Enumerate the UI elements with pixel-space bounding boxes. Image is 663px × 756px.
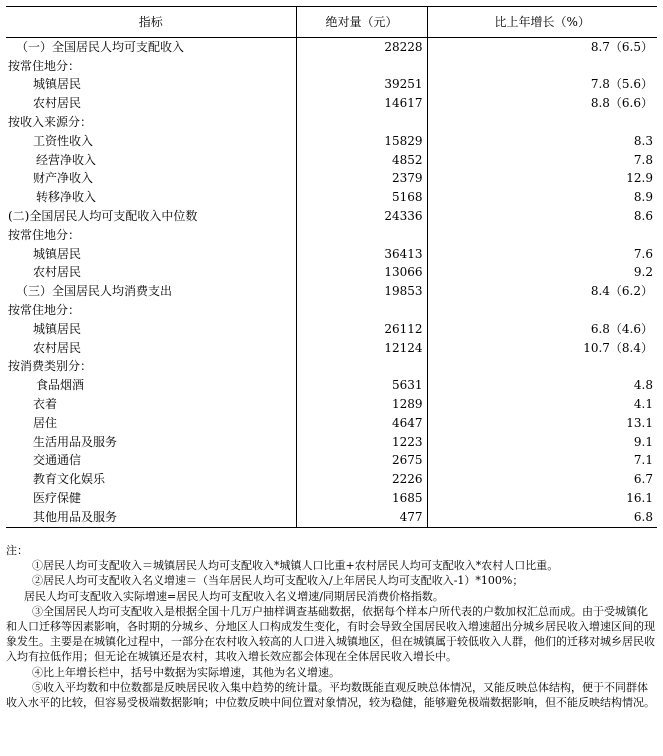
row-growth: 12.9 xyxy=(427,170,657,189)
table-row xyxy=(6,226,657,245)
row-growth: 4.8 xyxy=(427,376,657,395)
income-table xyxy=(6,6,657,528)
row-value: 2226 xyxy=(296,470,427,489)
row-value: 26112 xyxy=(296,320,427,339)
note-5: ⑤收入平均数和中位数都是反映居民收入集中趋势的统计量。平均数既能直观反映总体情况，又能反映总体结构，便于不同群体收入水平的比较，但容易受极端数据影响；中位数反映中间位置对象情况，较为稳健，能够避免极端数据影响，但不能反映结构情况。 xyxy=(6,680,655,710)
row-growth: 13.1 xyxy=(427,414,657,433)
row-label: 农村居民 xyxy=(33,265,82,280)
table-row xyxy=(6,282,657,301)
row-value: 13066 xyxy=(296,264,427,283)
table-row xyxy=(6,151,657,170)
table-row xyxy=(6,470,657,489)
row-label: 其他用品及服务 xyxy=(6,508,296,527)
row-label: 医疗保健 xyxy=(33,491,82,506)
row-growth: 6.8（4.6） xyxy=(427,320,657,339)
row-growth: 4.1 xyxy=(427,395,657,414)
row-growth: 8.3 xyxy=(427,132,657,151)
row-label: 农村居民 xyxy=(33,340,82,355)
table-row xyxy=(6,188,657,207)
table-row xyxy=(6,433,657,452)
table-row xyxy=(6,76,657,95)
row-growth: 9.1 xyxy=(427,433,657,452)
table-row xyxy=(6,170,657,189)
note-3: ③全国居民人均可支配收入是根据全国十几万户抽样调查基础数据，依据每个样本户所代表的户数加权汇总而成。由于受城镇化和人口迁移等因素影响，各时期的分城乡、分地区人口构成发生变化，有时会导致全国居民收入增速超出分城乡居民收入增速区间的现象发生。主要是在城镇化过程中，一部分在农村收入较高的人口进入城镇地区，但在城镇属于较低收入人群，他们的迁移对城乡居民收入均有拉低作用；但无论在城镇还是农村，其收入增长效应都会体现在全体居民收入增长中。 xyxy=(6,604,655,664)
table-row xyxy=(6,264,657,283)
row-value: 4852 xyxy=(296,151,427,170)
row-value xyxy=(296,226,427,245)
row-value: 19853 xyxy=(296,282,427,301)
table-row xyxy=(6,38,657,57)
row-growth: 7.8（5.6） xyxy=(427,76,657,95)
note-4: ④比上年增长栏中，括号中数据为实际增速，其他为名义增速。 xyxy=(32,665,340,679)
table-row xyxy=(6,508,657,527)
header-absolute-value: 绝对量（元） xyxy=(296,7,427,38)
row-value xyxy=(296,358,427,377)
row-label: 生活用品及服务 xyxy=(33,434,118,449)
notes-title: 注： xyxy=(6,544,28,557)
row-growth xyxy=(427,57,657,76)
note-2b: 居民人均可支配收入实际增速=居民人均可支配收入名义增速/同期居民消费价格指数。 xyxy=(24,589,444,603)
row-label: 城镇居民 xyxy=(33,321,82,336)
row-growth: 6.8 xyxy=(427,508,657,527)
row-label: （一）全国居民人均可支配收入 xyxy=(16,39,185,54)
header-indicator: 指标 xyxy=(6,7,296,38)
row-label: 按常住地分： xyxy=(8,303,81,318)
row-label: (二)全国居民人均可支配收入中位数 xyxy=(8,209,198,224)
row-value: 4647 xyxy=(296,414,427,433)
table-row xyxy=(6,94,657,113)
table-row xyxy=(6,301,657,320)
note-1: ①居民人均可支配收入＝城镇居民人均可支配收入*城镇人口比重+农村居民人均可支配收入*农村人口比重。 xyxy=(32,559,559,573)
row-value: 15829 xyxy=(296,132,427,151)
row-value: 1685 xyxy=(296,489,427,508)
row-value: 1289 xyxy=(296,395,427,414)
row-label: 交通通信 xyxy=(33,453,82,468)
table-row xyxy=(6,207,657,226)
row-label: 经营净收入 xyxy=(36,152,97,167)
row-growth: 10.7（8.4） xyxy=(427,339,657,358)
row-label: 食品烟酒 xyxy=(36,378,85,393)
row-value: 14617 xyxy=(296,94,427,113)
row-label: 城镇居民 xyxy=(33,77,82,92)
row-label: （三）全国居民人均消费支出 xyxy=(16,284,173,299)
table-row xyxy=(6,414,657,433)
row-label: 衣着 xyxy=(33,397,58,412)
table-row xyxy=(6,376,657,395)
row-growth: 8.7（6.5） xyxy=(427,38,657,57)
row-label: 财产净收入 xyxy=(33,171,94,186)
row-growth: 7.8 xyxy=(427,151,657,170)
row-value: 24336 xyxy=(296,207,427,226)
table-row xyxy=(6,452,657,471)
row-growth xyxy=(427,358,657,377)
note-2a: ②居民人均可支配收入名义增速＝（当年居民人均可支配收入/上年居民人均可支配收入-1）*100%； xyxy=(32,574,524,588)
row-growth xyxy=(427,226,657,245)
row-value: 1223 xyxy=(296,433,427,452)
notes-section xyxy=(6,543,657,710)
row-label: 按收入来源分： xyxy=(8,115,93,130)
row-value: 2675 xyxy=(296,452,427,471)
row-value: 36413 xyxy=(296,245,427,264)
row-label: 城镇居民 xyxy=(33,246,82,261)
row-label: 按常住地分： xyxy=(8,227,81,242)
table-row xyxy=(6,113,657,132)
row-value: 477 xyxy=(296,508,427,527)
header-growth: 比上年增长（%） xyxy=(427,7,657,38)
row-value xyxy=(296,301,427,320)
row-value: 28228 xyxy=(296,38,427,57)
row-growth xyxy=(427,301,657,320)
row-growth xyxy=(427,113,657,132)
row-growth: 8.6 xyxy=(427,207,657,226)
row-growth: 7.6 xyxy=(427,245,657,264)
table-row xyxy=(6,395,657,414)
table-row xyxy=(6,339,657,358)
row-label: 农村居民 xyxy=(33,96,82,111)
row-growth: 16.1 xyxy=(427,489,657,508)
row-growth: 7.1 xyxy=(427,452,657,471)
table-header xyxy=(6,7,657,38)
row-growth: 8.4（6.2） xyxy=(427,282,657,301)
table-body xyxy=(6,38,657,528)
table-row xyxy=(6,245,657,264)
row-value: 2379 xyxy=(296,170,427,189)
row-label: 按消费类别分： xyxy=(8,359,93,374)
row-label: 转移净收入 xyxy=(36,190,97,205)
table-row xyxy=(6,358,657,377)
row-growth: 9.2 xyxy=(427,264,657,283)
row-label: 工资性收入 xyxy=(33,133,94,148)
row-value: 39251 xyxy=(296,76,427,95)
row-label: 居住 xyxy=(33,415,58,430)
row-value: 5168 xyxy=(296,188,427,207)
row-growth: 8.9 xyxy=(427,188,657,207)
row-label: 教育文化娱乐 xyxy=(33,472,106,487)
table-row xyxy=(6,320,657,339)
row-value xyxy=(296,57,427,76)
row-value: 5631 xyxy=(296,376,427,395)
table-row xyxy=(6,57,657,76)
row-growth: 8.8（6.6） xyxy=(427,94,657,113)
row-value: 12124 xyxy=(296,339,427,358)
row-label: 按常住地分： xyxy=(8,58,81,73)
row-growth: 6.7 xyxy=(427,470,657,489)
table-row xyxy=(6,489,657,508)
table-row xyxy=(6,132,657,151)
row-value xyxy=(296,113,427,132)
